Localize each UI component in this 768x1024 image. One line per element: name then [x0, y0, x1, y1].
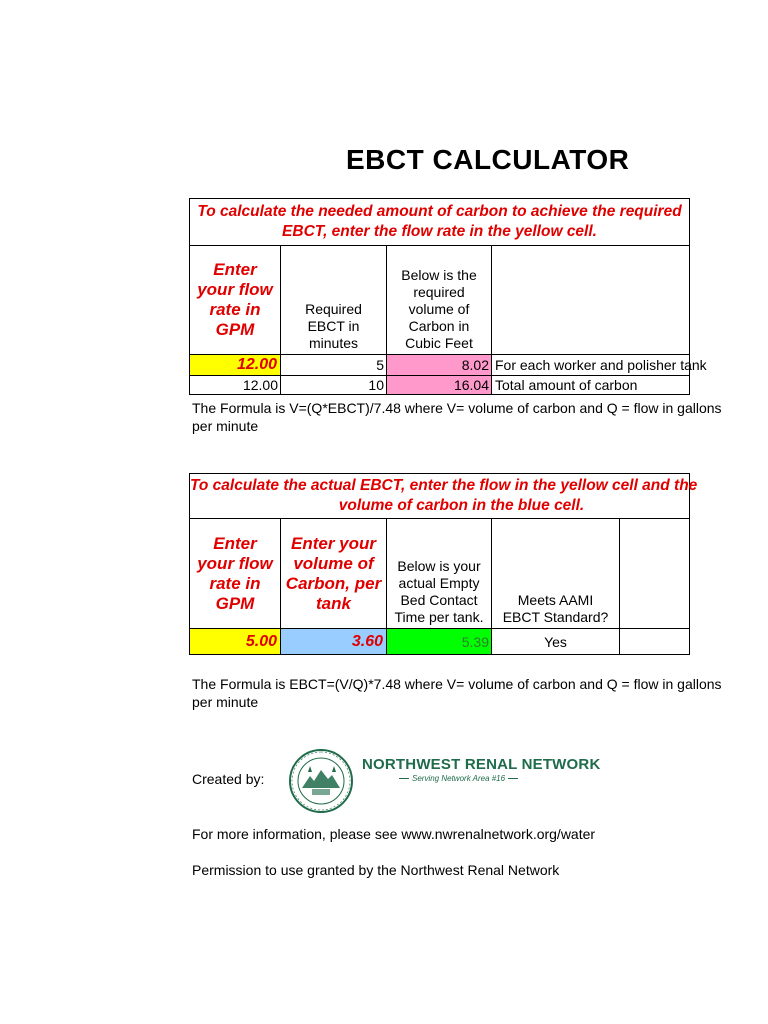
table2-empty-cell: [620, 629, 690, 655]
table1-banner-line2: EBCT, enter the flow rate in the yellow cell.: [282, 223, 597, 240]
table1-ebct-cell: 5: [281, 355, 387, 376]
table2-banner-line2: volume of carbon in the blue cell.: [338, 497, 585, 514]
table1-banner-line1: To calculate the needed amount of carbon to achieve the required: [197, 203, 682, 220]
permission-text: Permission to use granted by the Northwest Renal Network: [192, 862, 560, 878]
more-info-text: For more information, please see www.nwrenalnetwork.org/water: [192, 826, 596, 842]
org-name: NORTHWEST RENAL NETWORK: [362, 756, 601, 773]
table1-ebct-cell: 10: [281, 376, 387, 395]
table1-empty-header: [492, 246, 690, 355]
table1-note-cell: Total amount of carbon: [492, 376, 690, 395]
table2-formula-line1: The Formula is EBCT=(V/Q)*7.48 where V= volume of carbon and Q = flow in gallons: [192, 676, 722, 692]
table2-formula: [192, 675, 722, 711]
table1-formula: [192, 399, 722, 435]
table2-formula-line2: per minute: [192, 694, 259, 710]
table1-banner: [190, 199, 690, 246]
table2-ebct-header: Below is your actual Empty Bed Contact Time per tank.: [387, 519, 492, 629]
table2-meets-cell: Yes: [492, 629, 620, 655]
table2-empty-header: [620, 519, 690, 629]
created-by-label: Created by:: [192, 771, 265, 787]
table1-formula-line2: per minute: [192, 418, 259, 434]
northwest-renal-network-seal-icon: [288, 748, 354, 814]
table1-volume-header: Below is the required volume of Carbon in Cubic Feet: [387, 246, 492, 355]
org-tagline: Serving Network Area #16: [396, 774, 521, 783]
table1-ebct-header: Required EBCT in minutes: [281, 246, 387, 355]
table2-banner-line1: To calculate the actual EBCT, enter the flow in the yellow cell and the: [190, 477, 698, 494]
table2-ebct-output: 5.39: [387, 629, 492, 655]
table1-formula-line1: The Formula is V=(Q*EBCT)/7.48 where V= volume of carbon and Q = flow in gallons: [192, 400, 722, 416]
table1-flow-header: Enter your flow rate in GPM: [190, 246, 281, 355]
table2-carbon-header: Enter your volume of Carbon, per tank: [281, 519, 387, 629]
actual-ebct-table: [189, 473, 698, 655]
table2-flow-input[interactable]: 5.00: [190, 629, 281, 655]
carbon-volume-table: [189, 198, 707, 395]
table2-carbon-input[interactable]: 3.60: [281, 629, 387, 655]
table2-meets-header: Meets AAMI EBCT Standard?: [492, 519, 620, 629]
table1-flow-cell: 12.00: [190, 376, 281, 395]
table1-volume-output: 16.04: [387, 376, 492, 395]
table1-volume-output: 8.02: [387, 355, 492, 376]
table2-flow-header: Enter your flow rate in GPM: [190, 519, 281, 629]
page-title: EBCT CALCULATOR: [346, 144, 630, 175]
table1-flow-input[interactable]: 12.00: [190, 355, 281, 376]
table2-banner: [190, 474, 698, 519]
table1-note-cell: For each worker and polisher tank: [492, 355, 690, 376]
